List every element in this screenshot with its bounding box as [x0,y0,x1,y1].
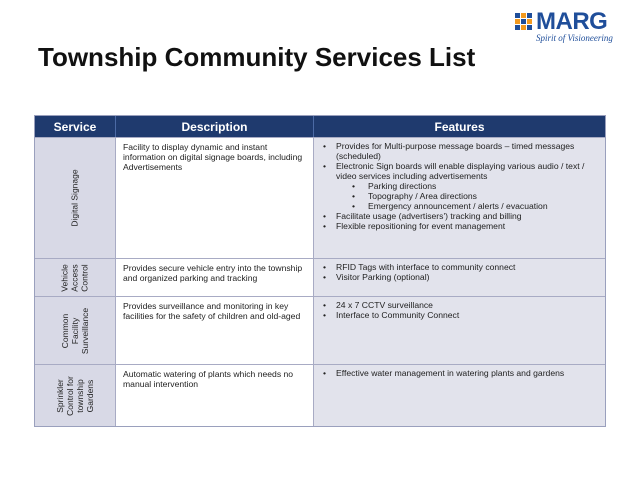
feature-item: • 24 x 7 CCTV surveillance [320,300,599,310]
service-label: Common Facility Surveillance [60,307,90,354]
feature-item: • Facilitate usage (advertisers') tracking and billing [320,211,599,221]
feature-item: • RFID Tags with interface to community connect [320,262,599,272]
service-cell-vehicle-access [35,258,115,296]
features-cell [313,137,605,258]
description-cell: Facility to display dynamic and instant information on digital signage boards, including Advertisements [115,137,313,258]
service-cell-surveillance [35,296,115,364]
header-description: Description [115,116,313,137]
feature-subitem: • Parking directions [320,181,599,191]
feature-item: • Visitor Parking (optional) [320,272,599,282]
services-table [34,115,606,427]
features-cell [313,296,605,364]
feature-subitem: • Emergency announcement / alerts / evacuation [320,201,599,211]
header-features: Features [313,116,605,137]
feature-item: • Interface to Community Connect [320,310,599,320]
page-title: Township Community Services List [38,42,476,72]
feature-item: • Electronic Sign boards will enable displaying various audio / text / video services including advertisements [320,161,599,181]
logo-squares-icon [515,13,533,31]
service-label: Sprinkler Control for township Gardens [55,375,95,416]
service-label: Vehicle Access Control [59,263,90,292]
feature-item: • Provides for Multi-purpose message boards – timed messages (scheduled) [320,141,599,161]
description-cell: Provides surveillance and monitoring in key facilities for the safety of children and old-aged [115,296,313,364]
service-cell-sprinkler [35,364,115,426]
logo-tagline: Spirit of Visioneering [536,33,613,43]
features-cell [313,258,605,296]
description-cell: Provides secure vehicle entry into the township and organized parking and tracking [115,258,313,296]
features-cell [313,364,605,426]
marg-logo [515,10,627,42]
service-cell-digital-signage [35,137,115,258]
feature-item: • Effective water management in watering plants and gardens [320,368,599,378]
service-label: Digital Signage [70,169,80,227]
description-cell: Automatic watering of plants which needs no manual intervention [115,364,313,426]
feature-item: • Flexible repositioning for event management [320,221,599,231]
logo-wordmark: MARG [536,8,608,35]
feature-subitem: • Topography / Area directions [320,191,599,201]
header-service: Service [35,116,115,137]
